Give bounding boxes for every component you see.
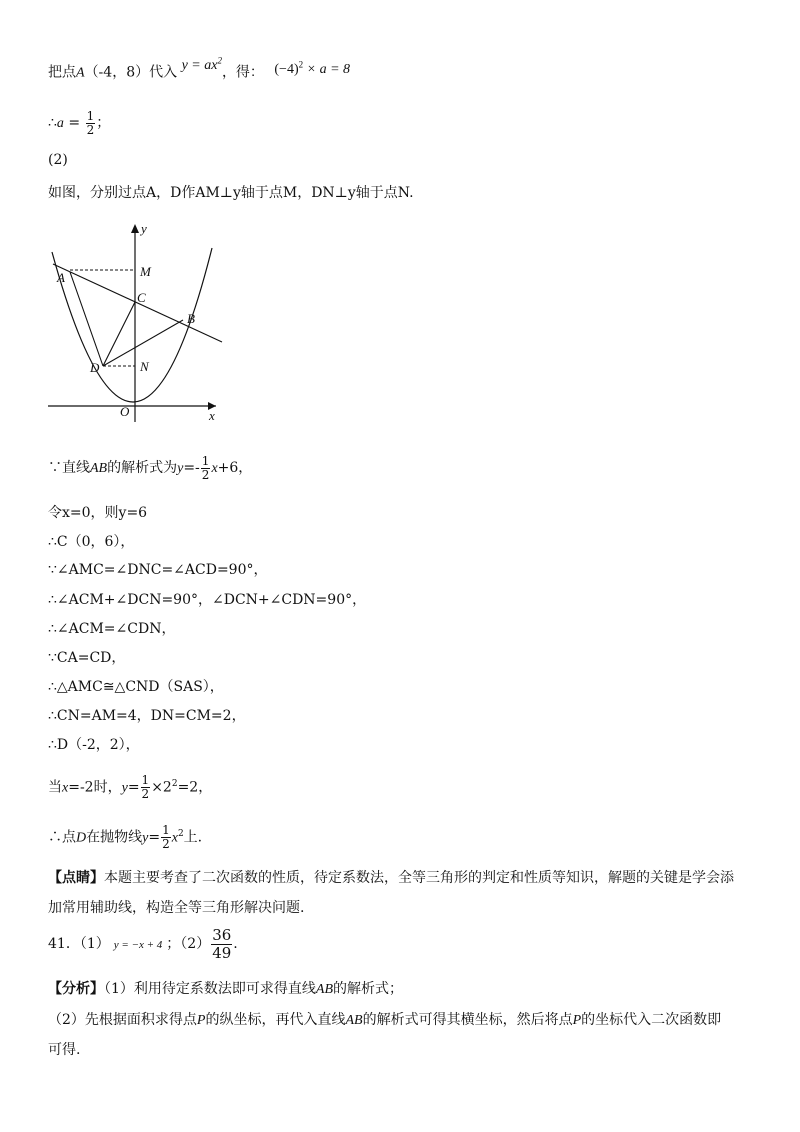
formula-parabola [181,55,222,73]
formula-part: × a = 8 [303,61,351,77]
question-41-answer [48,926,238,962]
denominator: 2 [162,837,170,852]
label-x: x [209,408,215,423]
fraction-one-half [141,774,151,801]
step-11 [48,766,212,802]
point-label: D [76,830,87,846]
text-segment: （2）先根据面积求得点 [48,1012,197,1028]
fraction-one-half [161,824,171,851]
text-segment: 上. [183,829,203,846]
formula-substitution [274,59,351,77]
solution-line-1 [48,55,351,84]
label-o: O [120,404,130,419]
exponent: 2 [171,779,178,789]
text-segment: ；（2） [166,936,211,952]
numerator: 1 [141,773,150,788]
text-segment: 的坐标代入二次函数即 [581,1012,722,1028]
variable: a [56,116,64,131]
solution-line-2 [48,106,110,140]
label-n: N [140,359,149,374]
step-12 [48,816,202,852]
therefore-symbol: ∴ [48,115,57,131]
numerator: 1 [86,108,95,123]
denominator: 2 [86,122,95,137]
label-y: y [141,222,147,236]
text-segment: = [63,115,85,131]
text-segment: （1）利用待定系数法即可求得直线 [104,981,316,997]
text-segment: +6， [217,460,253,476]
point-label: A [76,65,85,81]
note-tag: 【点睛】 [48,870,104,886]
text-segment: . [233,936,238,952]
question-number: 41．（1） [48,936,110,952]
line-name: AB [90,461,108,476]
text-segment: =- [183,460,200,476]
step-7: ∵CA=CD， [48,650,126,666]
text-segment: =2， [177,779,213,796]
line-name: AB [315,982,334,997]
note-text: 本题主要考查了二次函数的性质，待定系数法，全等三角形的判定和性质等知识，解题的关键是学会添 [104,870,734,886]
point-label: P [196,1013,206,1028]
analysis-line-1 [48,979,403,1000]
analysis-tag: 【分析】 [48,981,104,997]
step-10: ∴D（-2，2）， [48,737,140,753]
step-9: ∴CN=AM=4，DN=CM=2， [48,708,246,724]
text-segment: ×2 [151,779,172,796]
construction-text: 如图，分别过点A，D作AM⊥y轴于点M，DN⊥y轴于点N. [48,185,414,201]
text-segment: 当 [48,779,62,796]
label-c: C [137,290,146,305]
text-segment: 的解析式可得其横坐标，然后将点 [362,1012,573,1028]
answer-1: y = −x + 4 [113,939,163,951]
numerator: 36 [212,925,232,944]
step-8: ∴△AMC≅△CND（SAS）， [48,679,224,695]
text-segment: 在抛物线 [86,829,143,846]
variable: x [171,830,178,846]
exponent: 2 [298,59,304,69]
step-3: ∴C（0，6）， [48,534,135,550]
text-segment: = [127,779,140,796]
numerator: 1 [162,823,170,838]
variable: x [211,461,218,476]
text-segment: 把点 [48,64,76,81]
exponent: 2 [217,55,222,65]
text-segment: =-2时， [68,779,122,796]
step-6: ∴∠ACM=∠CDN， [48,621,176,637]
label-b: B [187,311,195,326]
label-d: D [90,360,100,375]
note-line-1 [48,868,734,888]
formula-part: (−4) [274,61,299,77]
exponent: 2 [177,829,184,839]
variable: y [142,830,149,846]
denominator: 49 [212,943,232,962]
line-name: AB [345,1013,363,1028]
analysis-line-2 [48,1010,721,1031]
text-segment: （-4，8）代入 [84,64,178,81]
step-5: ∴∠ACM+∠DCN=90°，∠DCN+∠CDN=90°， [48,592,367,608]
analysis-line-3: 可得. [48,1042,81,1058]
text-segment: ∵直线 [48,460,90,476]
text-segment: ∴点 [48,829,76,846]
text-segment: 的解析式为 [107,460,178,476]
denominator: 2 [141,787,150,802]
part-label: (2) [48,152,68,168]
text-segment: ； [96,115,111,131]
formula-part: y = ax [181,57,218,73]
point-label: P [572,1013,582,1028]
label-a: A [57,270,65,285]
step-2: 令x=0，则y=6 [48,505,148,521]
text-segment: ，得： [221,64,264,81]
text-segment: = [148,829,161,846]
y-axis-arrow [131,224,139,233]
numerator: 1 [201,453,210,468]
fraction-one-half [201,455,211,482]
step-line-ab-equation [48,450,252,486]
text-segment: 的解析式； [333,981,404,997]
step-4: ∵∠AMC=∠DNC=∠ACD=90°， [48,562,268,578]
geometry-figure [48,222,248,426]
denominator: 2 [201,467,210,482]
label-m: M [140,264,151,279]
fraction-one-half [86,110,96,137]
text-segment: 的纵坐标，再代入直线 [205,1012,346,1028]
variable: y [121,780,128,796]
answer-2-fraction [211,927,232,962]
variable: x [62,780,69,796]
note-line-2: 加常用辅助线，构造全等三角形解决问题. [48,900,305,916]
variable: y [177,461,184,476]
